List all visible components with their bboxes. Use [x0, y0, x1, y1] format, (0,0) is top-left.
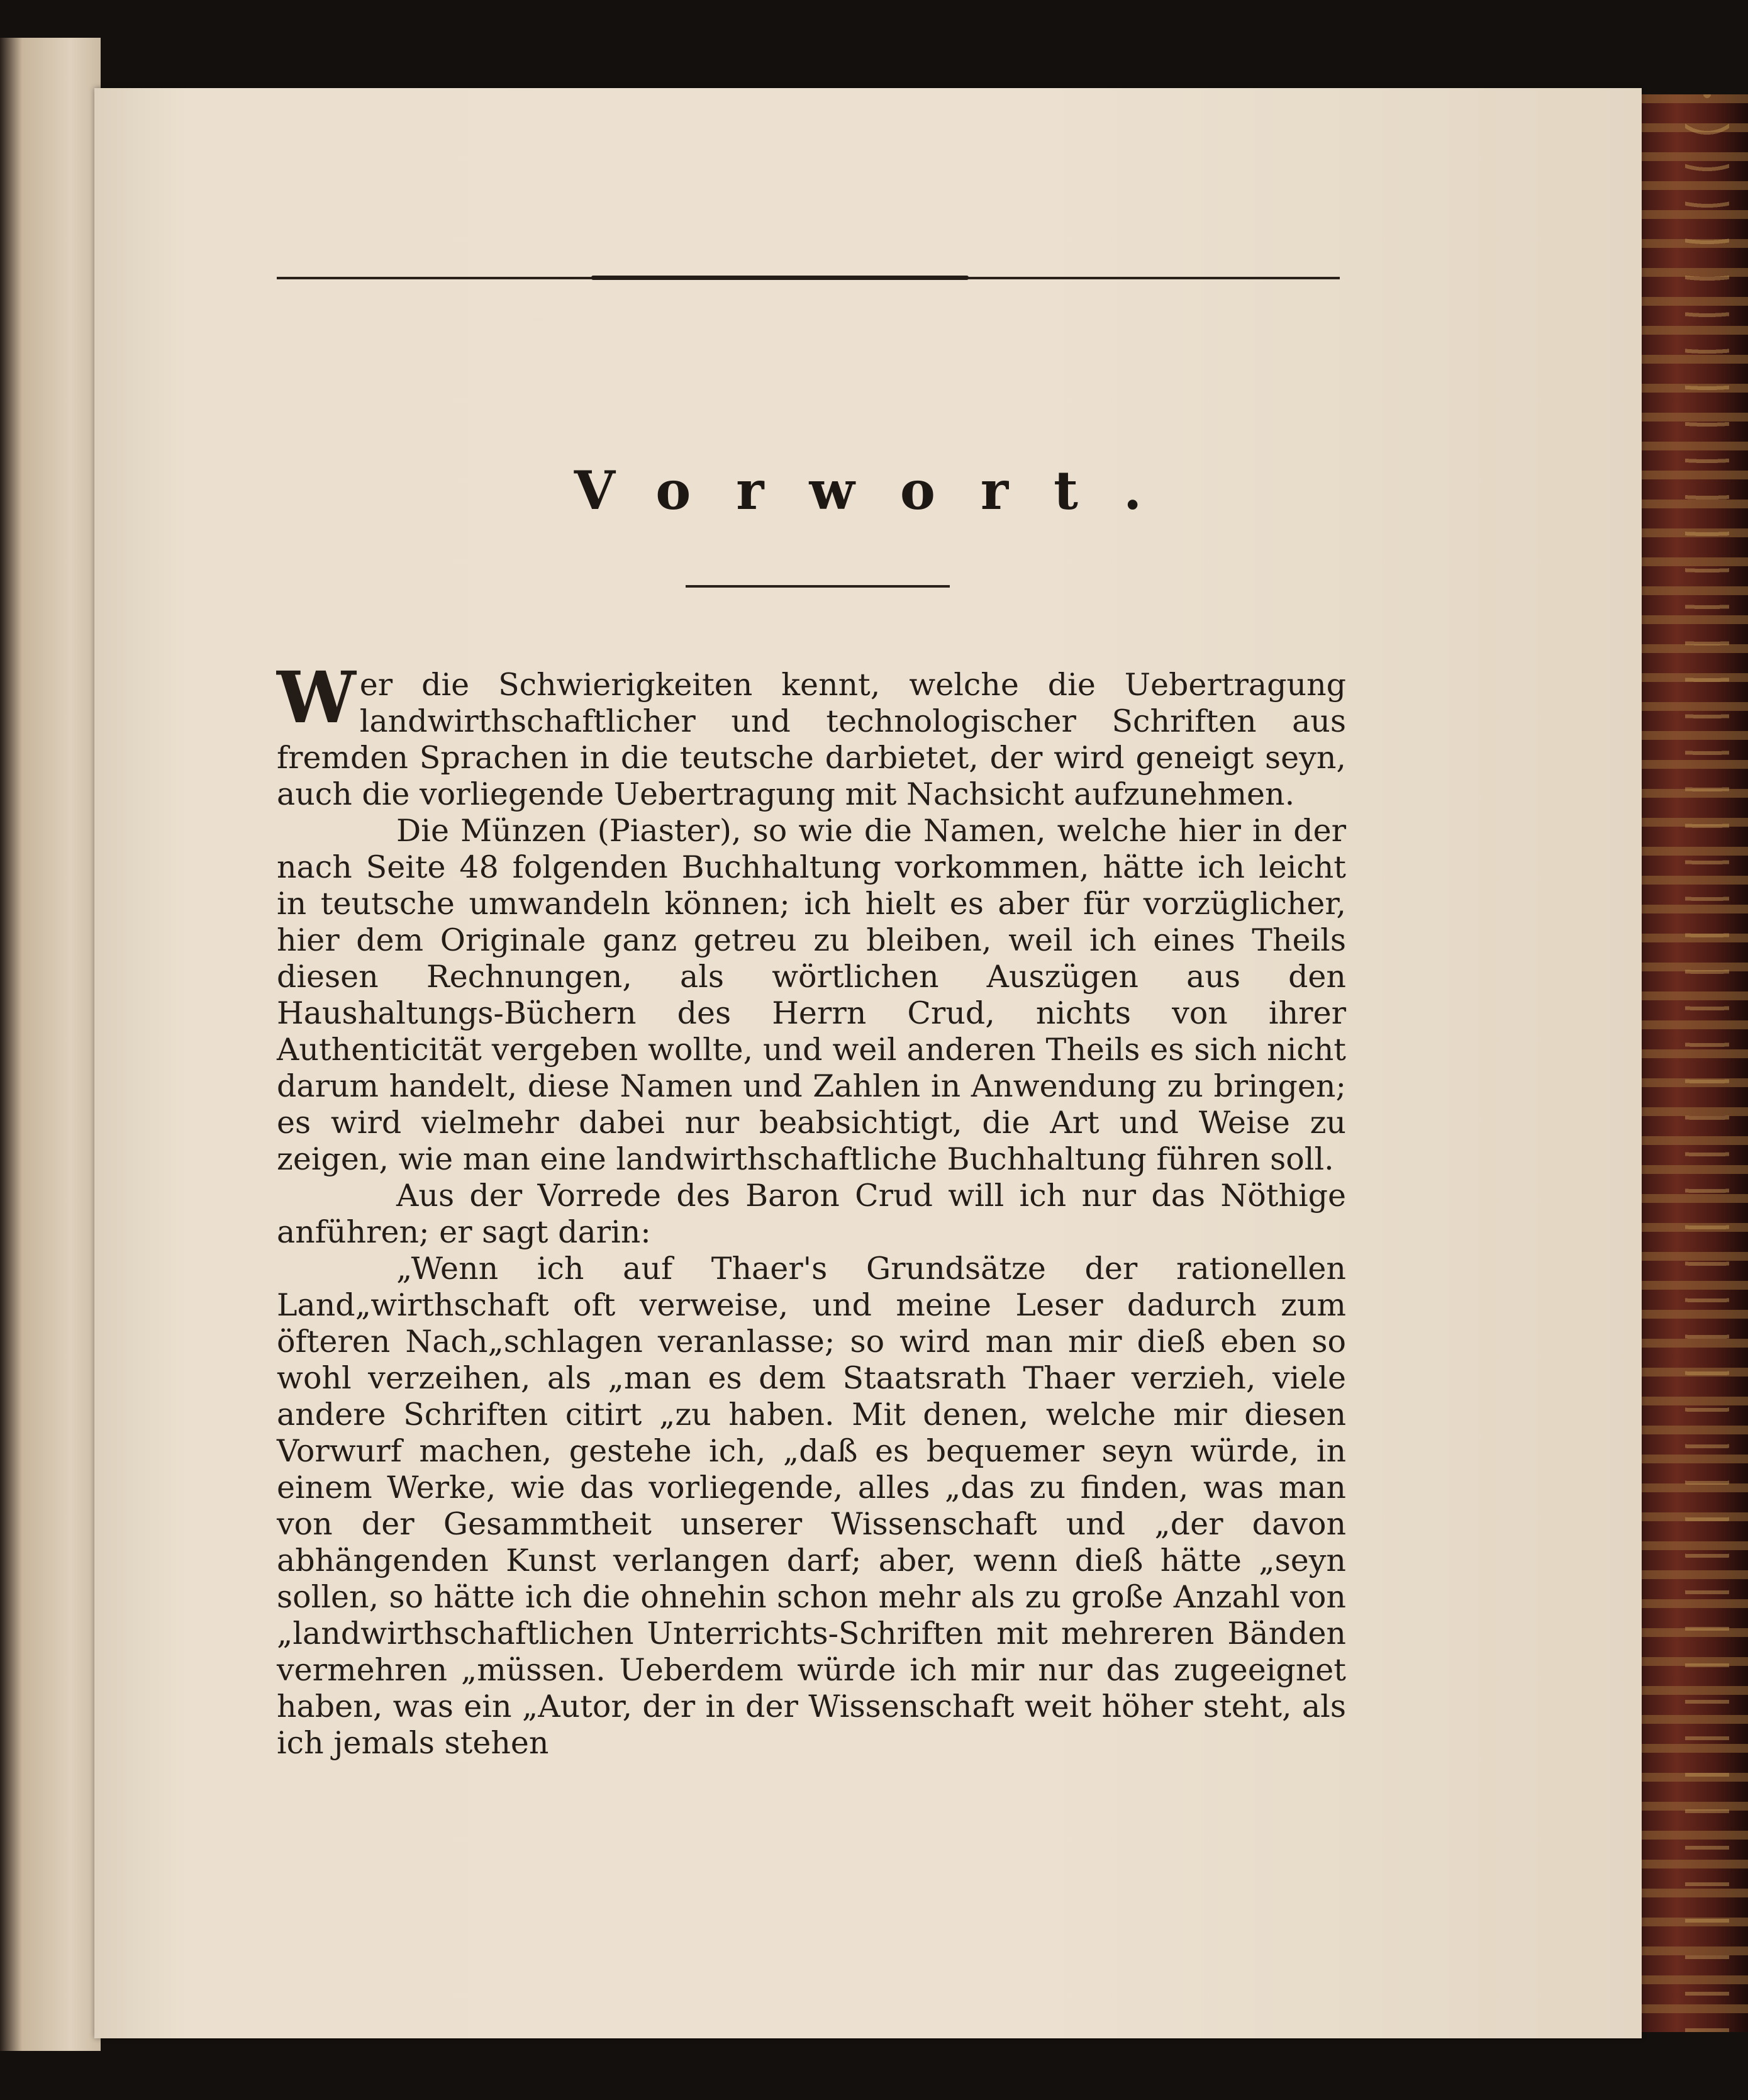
paragraph-1-text: er die Schwierigkeiten kennt, welche die Uebertragung landwirthschaftlicher und technologischer Schriften aus fremden Sprachen in die teutsche darbietet, der wird geneigt seyn, auch die vorliegende Uebertragung mit Nachsicht aufzunehmen.: [277, 667, 1346, 812]
heading-rule: [686, 585, 950, 588]
body-text: [277, 657, 1346, 1762]
paragraph-2: Die Münzen (Piaster), so wie die Namen, welche hier in der nach Seite 48 folgenden Buchhaltung vorkommen, hätte ich leicht in teutsche umwandeln können; ich hielt es aber für vorzüglicher, hier dem Originale ganz getreu zu bleiben, weil ich eines Theils diesen Rechnungen, als wörtlichen Auszügen aus den Haushaltungs-Büchern des Herrn Crud, nichts von ihrer Authenticität vergeben wollte, und weil anderen Theils es sich nicht darum handelt, diese Namen und Zahlen in Anwendung zu bringen; es wird vielmehr dabei nur beabsichtigt, die Art und Weise zu zeigen, wie man eine landwirthschaftliche Buchhaltung führen soll.: [277, 813, 1346, 1177]
previous-page-edge: [0, 38, 101, 2051]
book-page: [94, 88, 1642, 2038]
spine-ornament: [1685, 94, 1729, 2032]
paragraph-1: [277, 657, 1346, 813]
quote-paragraph: „Wenn ich auf Thaer's Grundsätze der rationellen Land„wirthschaft oft verweise, und meine Leser dadurch zum öfteren Nach„schlagen veranlasse; so wird man mir dieß eben so wohl verzeihen, als „man es dem Staatsrath Thaer verzieh, viele andere Schriften citirt „zu haben. Mit denen, welche mir diesen Vorwurf machen, gestehe ich, „daß es bequemer seyn würde, in einem Werke, wie das vorliegende, alles „das zu finden, was man von der Gesammtheit unserer Wissenschaft und „der davon abhängenden Kunst verlangen darf; aber, wenn dieß hätte „seyn sollen, so hätte ich die ohnehin schon mehr als zu große Anzahl von „landwirthschaftlichen Unterrichts-Schriften mit mehreren Bänden vermehren „müssen. Ueberdem würde ich mir nur das zugeeignet haben, was ein „Autor, der in der Wissenschaft weit höher steht, als ich jemals stehen: [277, 1251, 1346, 1761]
paragraph-3: Aus der Vorrede des Baron Crud will ich nur das Nöthige anführen; er sagt darin:: [277, 1178, 1346, 1250]
top-rule: [277, 277, 1340, 279]
drop-cap: W: [277, 657, 356, 739]
page-heading: Vorwort.: [574, 459, 1188, 522]
